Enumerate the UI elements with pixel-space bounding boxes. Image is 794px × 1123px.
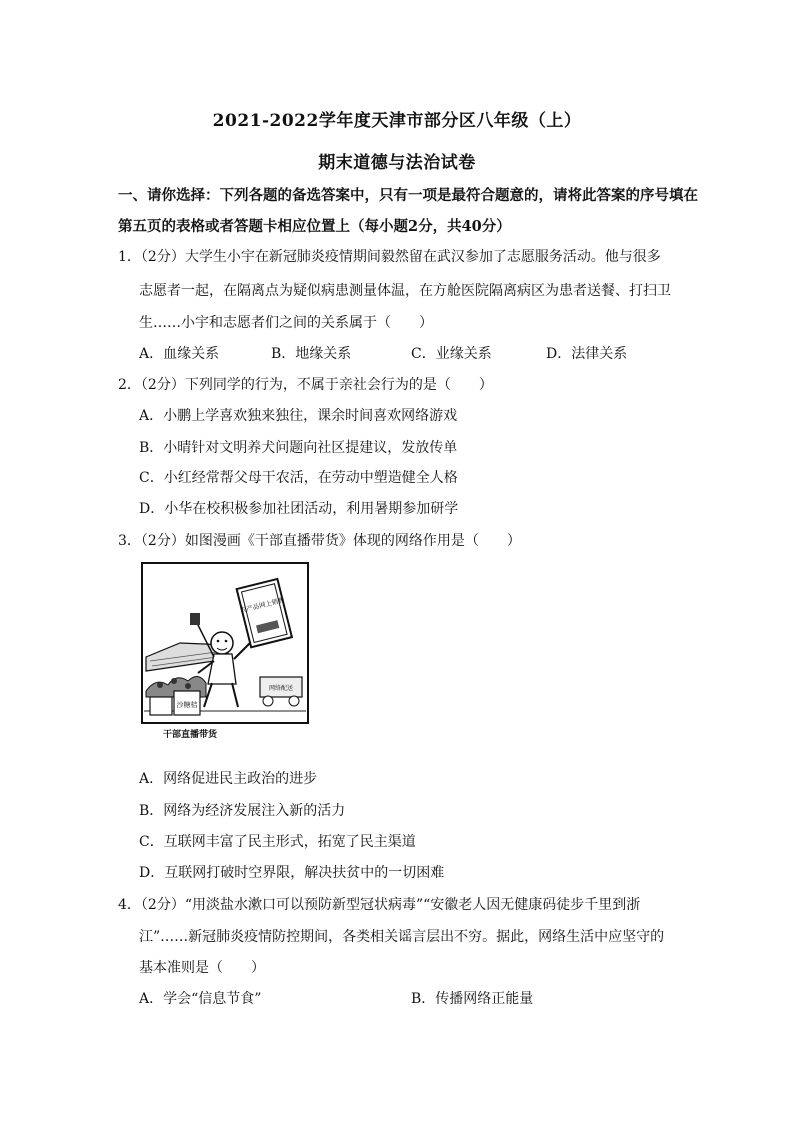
question-1-line-2: 志愿者一起，在隔离点为疑似病患测量体温，在方舱医院隔离病区为患者送餐、打扫卫 xyxy=(139,283,671,299)
question-3-option-b: B．网络为经济发展注入新的活力 xyxy=(139,803,346,819)
question-2-option-c: C．小红经常帮父母干农活，在劳动中塑造健全人格 xyxy=(139,470,458,486)
question-2-option-d: D．小华在校积极参加社团活动，利用暑期参加研学 xyxy=(139,501,459,517)
question-4-line-2: 江”……新冠肺炎疫情防控期间，各类相关谣言层出不穷。据此，网络生活中应坚守的 xyxy=(139,929,665,945)
cart-label: 网络配送 xyxy=(268,685,294,692)
question-1-line-3: 生……小宇和志愿者们之间的关系属于（ ） xyxy=(139,315,433,331)
book-label: 农产品网上销售 xyxy=(239,595,286,615)
question-3-option-d: D．互联网打破时空界限，解决扶贫中的一切困难 xyxy=(139,865,445,881)
question-3-line-1: 3．（2分）如图漫画《干部直播带货》体现的网络作用是（ ） xyxy=(118,533,521,549)
option-b: B．传播网络正能量 xyxy=(411,991,534,1007)
cartoon-image xyxy=(140,561,310,743)
question-2-option-a: A．小鹏上学喜欢独来独往，课余时间喜欢网络游戏 xyxy=(139,408,458,424)
question-2-option-b: B．小晴针对文明养犬问题向社区提建议，发放传单 xyxy=(139,440,458,456)
question-4-line-1: 4．（2分）“用淡盐水漱口可以预防新型冠状病毒”“安徽老人因无健康码徒步千里到浙 xyxy=(118,897,641,913)
option-c: C．业缘关系 xyxy=(411,346,492,362)
question-3-option-a: A．网络促进民主政治的进步 xyxy=(139,771,318,787)
cartoon-caption: 干部直播带货 xyxy=(162,730,218,740)
option-d: D．法律关系 xyxy=(546,346,628,362)
option-a: A．学会“信息节食” xyxy=(139,991,262,1007)
section-heading: 一、请你选择：下列各题的备选答案中，只有一项是最符合题意的，请将此答案的序号填在第五页的表格或者答题卡相应位置上（每小题2分，共40分） xyxy=(118,187,698,235)
question-3-option-c: C．互联网丰富了民主形式，拓宽了民主渠道 xyxy=(139,834,416,850)
option-a: A．血缘关系 xyxy=(139,346,220,362)
question-2-line-1: 2．（2分）下列同学的行为，不属于亲社会行为的是（ ） xyxy=(118,377,493,393)
question-1-line-1: 1．（2分）大学生小宇在新冠肺炎疫情期间毅然留在武汉参加了志愿服务活动。他与很多 xyxy=(118,249,661,265)
exam-title: 2021-2022学年度天津市部分区八年级（上） xyxy=(212,111,582,131)
box-label: 沙糖桔 xyxy=(176,701,198,709)
exam-subtitle: 期末道德与法治试卷 xyxy=(318,153,476,173)
question-4-line-3: 基本准则是（ ） xyxy=(139,960,265,976)
option-b: B．地缘关系 xyxy=(271,346,352,362)
